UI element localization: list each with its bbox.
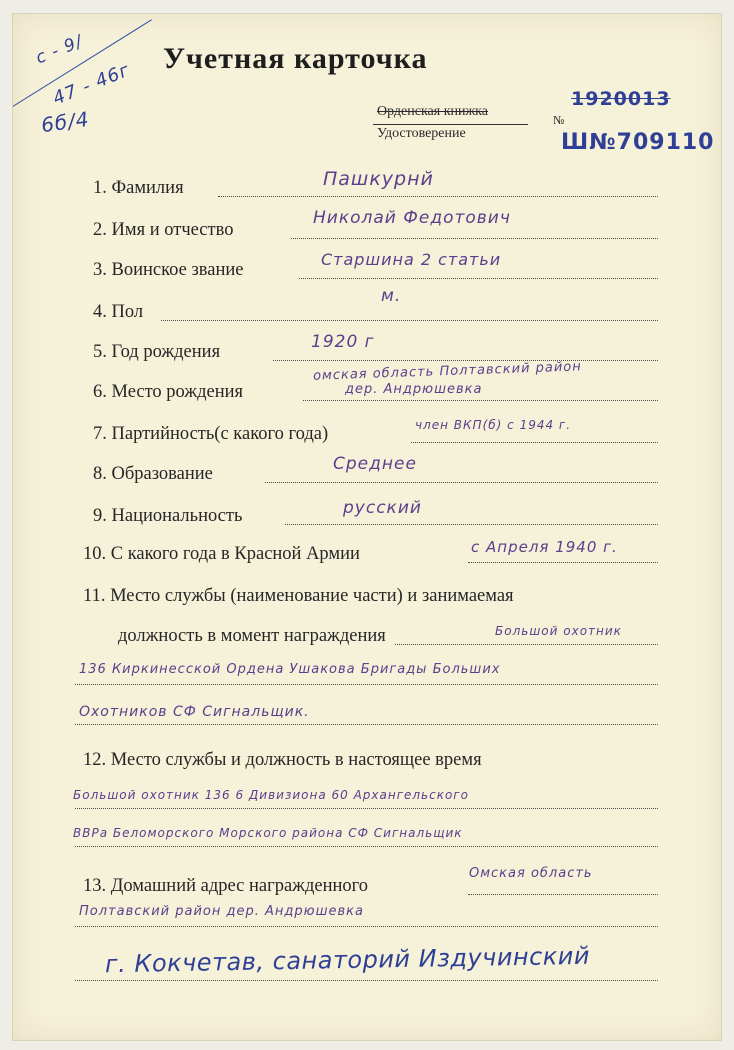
rank-value: Старшина 2 статьи xyxy=(321,250,502,269)
field-4-label: 4. Пол xyxy=(93,302,144,322)
name-patronymic-value: Николай Федотович xyxy=(313,208,511,228)
surname-value: Пашкурнй xyxy=(323,168,434,190)
page-title: Учетная карточка xyxy=(163,42,428,75)
doc-type-certificate: Удостоверение xyxy=(377,126,466,141)
current-service-value-line1: Большой охотник 136 6 Дивизиона 60 Архангельского xyxy=(73,788,469,802)
corner-note-2: 47 - 46г xyxy=(50,59,134,110)
service-place-value-line1: Большой охотник xyxy=(495,624,622,638)
field-3-label: 3. Воинское звание xyxy=(93,260,244,280)
field-8-label: 8. Образование xyxy=(93,464,213,484)
field-7-label: 7. Партийность(с какого года) xyxy=(93,424,329,444)
field-2-label: 2. Имя и отчество xyxy=(93,220,234,240)
service-place-value-line3: Охотников СФ Сигнальщик. xyxy=(79,704,310,720)
party-value: член ВКП(б) с 1944 г. xyxy=(415,418,572,432)
sex-value: м. xyxy=(381,286,402,306)
birthplace-value-line2: дер. Андрюшевка xyxy=(345,382,483,397)
record-card xyxy=(12,13,722,1041)
service-place-value-line2: 136 Киркинесской Ордена Ушакова Бригады Больших xyxy=(79,662,501,677)
home-address-value-line1: Омская область xyxy=(469,866,593,881)
field-10-label: 10. С какого года в Красной Армии xyxy=(83,544,360,564)
number-label: № xyxy=(553,113,565,127)
home-address-value-line3: г. Кокчетав, санаторий Издучинский xyxy=(104,941,591,979)
field-9-label: 9. Национальность xyxy=(93,506,243,526)
field-6-label: 6. Место рождения xyxy=(93,382,244,402)
certificate-number: Ш№709110 xyxy=(561,130,715,155)
field-5-label: 5. Год рождения xyxy=(93,342,221,362)
nationality-value: русский xyxy=(343,498,422,518)
struck-number: 1920013 xyxy=(571,88,671,110)
home-address-value-line2: Полтавский район дер. Андрюшевка xyxy=(79,904,364,919)
birth-year-value: 1920 г xyxy=(311,332,375,352)
education-value: Среднее xyxy=(333,454,417,474)
birthplace-value-line1: омская область Полтавский район xyxy=(312,359,583,384)
corner-note-1: с - 9/ xyxy=(33,31,86,69)
corner-note-3: 6б/4 xyxy=(39,106,91,138)
army-since-value: с Апреля 1940 г. xyxy=(471,538,618,556)
field-1-label: 1. Фамилия xyxy=(93,178,184,198)
doc-type-order-book: Орденская книжка xyxy=(377,104,488,119)
field-11-label-line2: должность в момент награждения xyxy=(118,626,386,646)
field-13-label: 13. Домашний адрес награжденного xyxy=(83,876,369,896)
field-11-label-line1: 11. Место службы (наименование части) и занимаемая xyxy=(83,586,514,606)
current-service-value-line2: ВВРа Беломорского Морского района СФ Сигнальщик xyxy=(73,826,463,840)
field-12-label: 12. Место службы и должность в настоящее время xyxy=(83,750,482,770)
